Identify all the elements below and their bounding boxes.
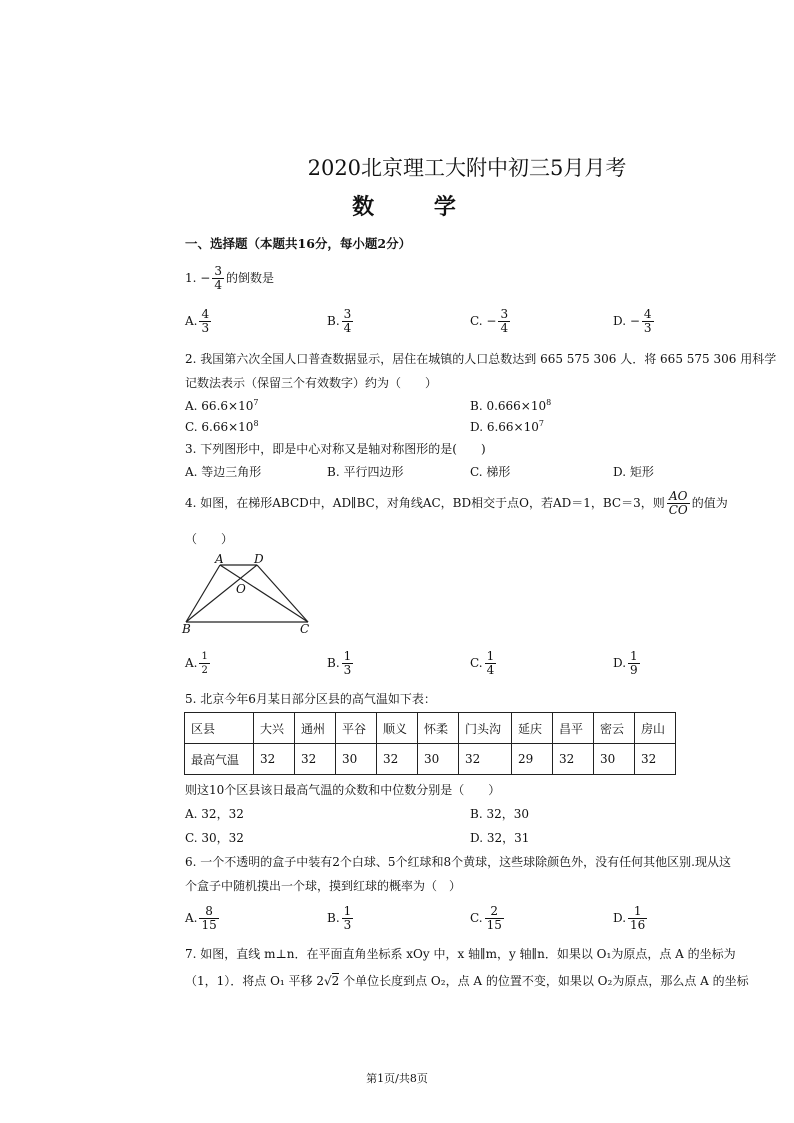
side-ab <box>186 565 220 622</box>
q6-option-c: C. $\frac{2}{15}$ <box>470 904 502 932</box>
q2-option-d: D. $6.66\times 10^7$ <box>470 419 544 434</box>
q3-option-a: A. 等边三角形 <box>185 465 262 479</box>
q5-option-d: D. 32，31 <box>470 831 530 845</box>
q6-option-a: A. $\frac{8}{15}$ <box>185 904 217 932</box>
q1-fraction <box>212 265 224 292</box>
q1-suffix: 的倒数是 <box>225 271 274 285</box>
q1-option-c: C. − $\frac{3}{4}$ <box>470 307 509 335</box>
q4-option-b: B. $\frac{1}{3}$ <box>327 649 352 677</box>
q4-option-a: A. $\frac{1}{2}$ <box>185 651 208 676</box>
subject-title: 数 学 <box>352 194 482 220</box>
q2-option-b: B. $0.666\times 10^8$ <box>470 398 552 413</box>
label-d: D <box>254 552 264 566</box>
question-7-line2: （1，1）．将点 O₁ 平移 2√2 个单位长度到点 O₂，点 A 的位置不变，如果以 O₂为原点，那么点 A 的坐标 <box>185 974 749 988</box>
sqrt-icon: √ <box>324 974 332 988</box>
section-heading: 一、选择题（本题共16分，每小题2分） <box>185 236 412 251</box>
q4-option-c: C. $\frac{1}{4}$ <box>470 649 495 677</box>
q5-option-c: C. 30，32 <box>185 831 244 845</box>
q6-option-d: D. $\frac{1}{16}$ <box>613 904 646 932</box>
q4-answer-paren: （ ） <box>185 532 234 546</box>
table-header-row: 区县 大兴 通州 平谷 顺义 怀柔 门头沟 延庆 昌平 密云 房山 <box>185 713 676 744</box>
label-c: C <box>300 622 310 634</box>
q1-option-b: B. $\frac{3}{4}$ <box>327 307 352 335</box>
page-footer: 第1页/共8页 <box>366 1072 428 1085</box>
document-title: 2020北京理工大附中初三5月月考 <box>307 156 627 180</box>
q3-option-d: D. 矩形 <box>613 465 654 479</box>
q5-option-a: A. 32，32 <box>185 807 244 821</box>
q2-option-a: A. $66.6\times 10^7$ <box>185 398 259 413</box>
q3-option-c: C. 梯形 <box>470 465 511 479</box>
q6-option-b: B. $\frac{1}{3}$ <box>327 904 352 932</box>
label-o: O <box>236 582 246 596</box>
question-2-line2: 记数法表示（保留三个有效数字）约为（ ） <box>185 376 438 390</box>
diagonal-bd <box>186 565 257 622</box>
q1-option-d: D. − $\frac{4}{3}$ <box>613 307 652 335</box>
q1-num: 3 <box>214 264 222 278</box>
question-7-line1: 7. 如图，直线 m⊥n．在平面直角坐标系 xOy 中，x 轴∥m，y 轴∥n．如果以 O₁为原点，点 A 的坐标为 <box>185 947 736 961</box>
question-5-stem: 5. 北京今年6月某日部分区县的高气温如下表： <box>185 692 436 706</box>
temperature-table <box>184 712 676 775</box>
question-1-stem <box>185 265 274 292</box>
question-6-line1: 6. 一个不透明的盒子中装有2个白球、5个红球和8个黄球，这些球除颜色外，没有任何其他区别.现从这 <box>185 855 731 869</box>
question-3-stem: 3. 下列图形中，即是中心对称又是轴对称图形的是( ) <box>185 442 486 456</box>
question-4-stem: 4. 如图，在梯形ABCD中，AD∥BC，对角线AC，BD相交于点O，若AD＝1，BC＝3，则 $\frac{AO}{CO}$ 的值为 <box>185 489 728 517</box>
q3-option-b: B. 平行四边形 <box>327 465 404 479</box>
q2-option-c: C. $6.66\times 10^8$ <box>185 419 259 434</box>
q1-den: 4 <box>214 278 222 292</box>
q1-prefix: 1. − <box>185 271 211 285</box>
label-a: A <box>215 552 224 566</box>
question-2-line1: 2. 我国第六次全国人口普查数据显示，居住在城镇的人口总数达到 665 575 306 人．将 665 575 306 用科学 <box>185 352 777 366</box>
question-5-after: 则这10个区县该日最高气温的众数和中位数分别是（ ） <box>185 783 501 797</box>
q5-option-b: B. 32，30 <box>470 807 529 821</box>
table-row: 最高气温 32 32 30 32 30 32 29 32 30 32 <box>185 744 676 775</box>
label-b: B <box>182 622 191 634</box>
q4-option-d: D. $\frac{1}{9}$ <box>613 649 638 677</box>
trapezoid-figure <box>180 552 315 634</box>
q1-option-a: A. $\frac{4}{3}$ <box>185 307 210 335</box>
question-6-line2: 个盒子中随机摸出一个球，摸到红球的概率为（ ） <box>185 879 462 893</box>
